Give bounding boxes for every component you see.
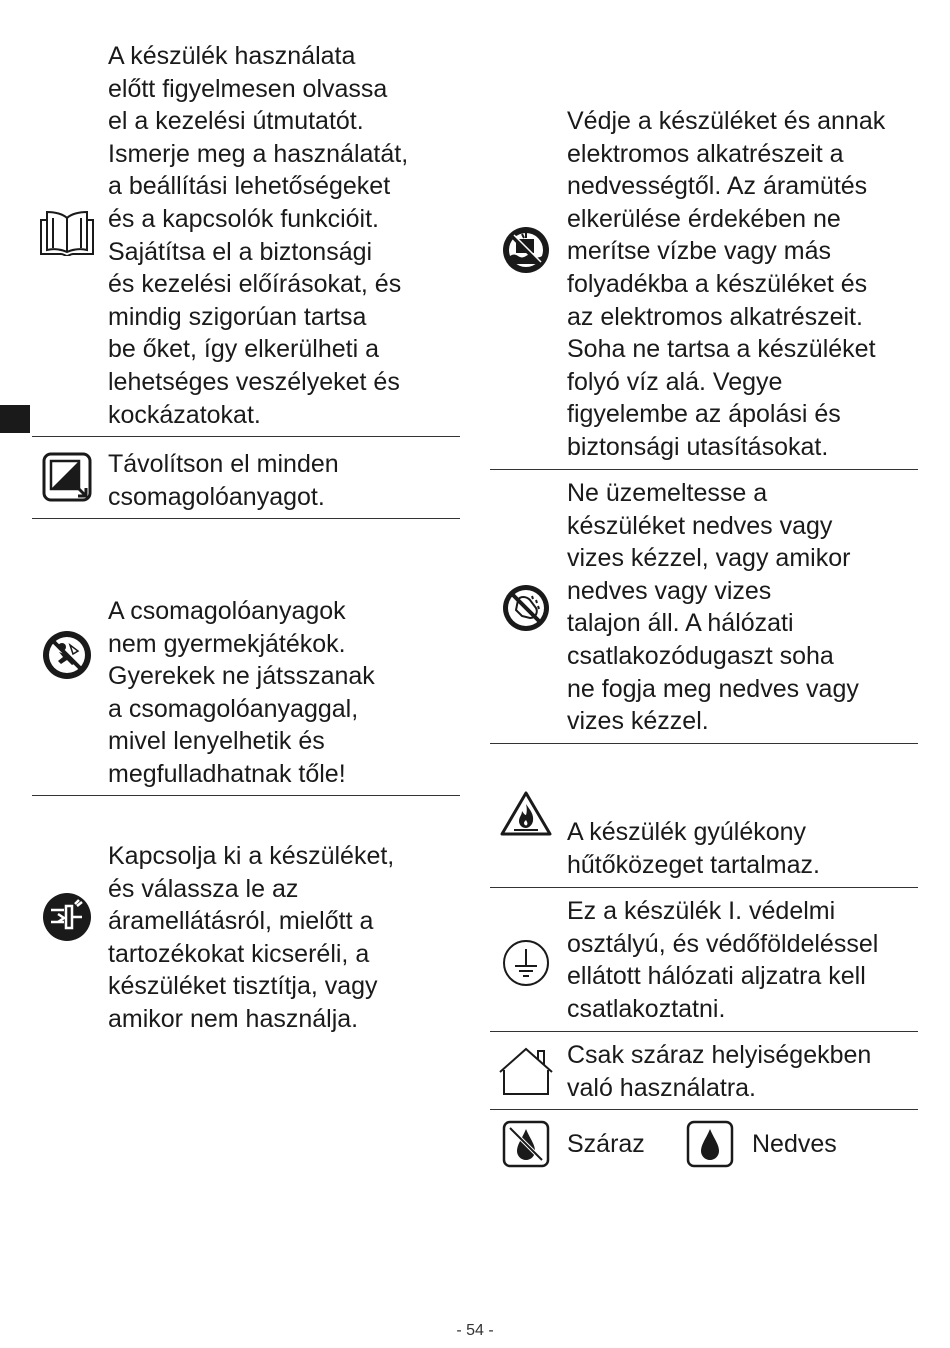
divider [490, 1109, 918, 1110]
instruction-indoor-use: Csak száraz helyiségekben való használatra. [567, 1041, 872, 1102]
no-water-immersion-icon [502, 226, 550, 274]
divider [32, 795, 460, 796]
dry-label: Száraz [567, 1130, 645, 1158]
divider [32, 518, 460, 519]
page-number: - 54 - [456, 1322, 494, 1339]
instruction-read-manual: A készülék használata előtt figyelmesen olvassa el a kezelési útmutatót. Ismerje meg a használatát, a beállítási lehetőségeket és a kapcsolók funkcióit. Sajátítsa el a biztonsági és kezelési előírásokat, és mindig szigorúan tartsa be őket, így elkerülheti a lehetséges veszélyeket és kockázatokat. [108, 42, 409, 429]
instruction-packaging-not-toy: A csomagolóanyagok nem gyermekjátékok. Gyerekek ne játsszanak a csomagolóanyaggal, mivel lenyelhetik és megfulladhatnak tőle! [108, 597, 375, 788]
instruction-protection-class: Ez a készülék I. védelmi osztályú, és védőföldeléssel ellátott hálózati aljzatra kell csatlakoztatni. [567, 897, 879, 1023]
wet-label: Nedves [752, 1130, 837, 1158]
unplug-icon [42, 892, 92, 942]
wet-drop-icon [686, 1120, 734, 1168]
no-wet-hands-icon [502, 584, 550, 632]
divider [490, 743, 918, 744]
instruction-protect-moisture: Védje a készüléket és annak elektromos alkatrészeit a nedvességtől. Az áramütés elkerülése érdekében ne merítse vízbe vagy más folyadékba a készüléket és az elektromos alkatrészeit. Soha ne tartsa a készüléket folyó víz alá. Vegye figyelembe az ápolási és biztonsági utasításokat. [567, 107, 886, 461]
indoor-house-icon [498, 1046, 554, 1096]
section-tab-marker [0, 405, 30, 433]
instruction-remove-packaging: Távolítson el minden csomagolóanyagot. [108, 450, 339, 511]
instruction-flammable-refrigerant: A készülék gyúlékony hűtőközeget tartalmaz. [567, 818, 820, 879]
divider [490, 887, 918, 888]
divider [490, 469, 918, 470]
no-children-play-icon [42, 630, 92, 680]
book-icon [39, 210, 95, 256]
instruction-no-wet-hands: Ne üzemeltesse a készüléket nedves vagy vizes kézzel, vagy amikor nedves vagy vizes talajon áll. A hálózati csatlakozódugaszt soha ne fogja meg nedves vagy vizes kézzel. [567, 479, 859, 736]
divider [490, 1031, 918, 1032]
remove-packaging-icon [42, 452, 92, 502]
instruction-unplug: Kapcsolja ki a készüléket, és válassza le az áramellátásról, mielőtt a tartozékokat kicseréli, a készüléket tisztítja, vagy amikor nem használja. [108, 842, 395, 1033]
dry-drop-icon [502, 1120, 550, 1168]
flammable-warning-icon [500, 790, 552, 836]
protective-earth-icon [502, 939, 550, 987]
divider [32, 436, 460, 437]
